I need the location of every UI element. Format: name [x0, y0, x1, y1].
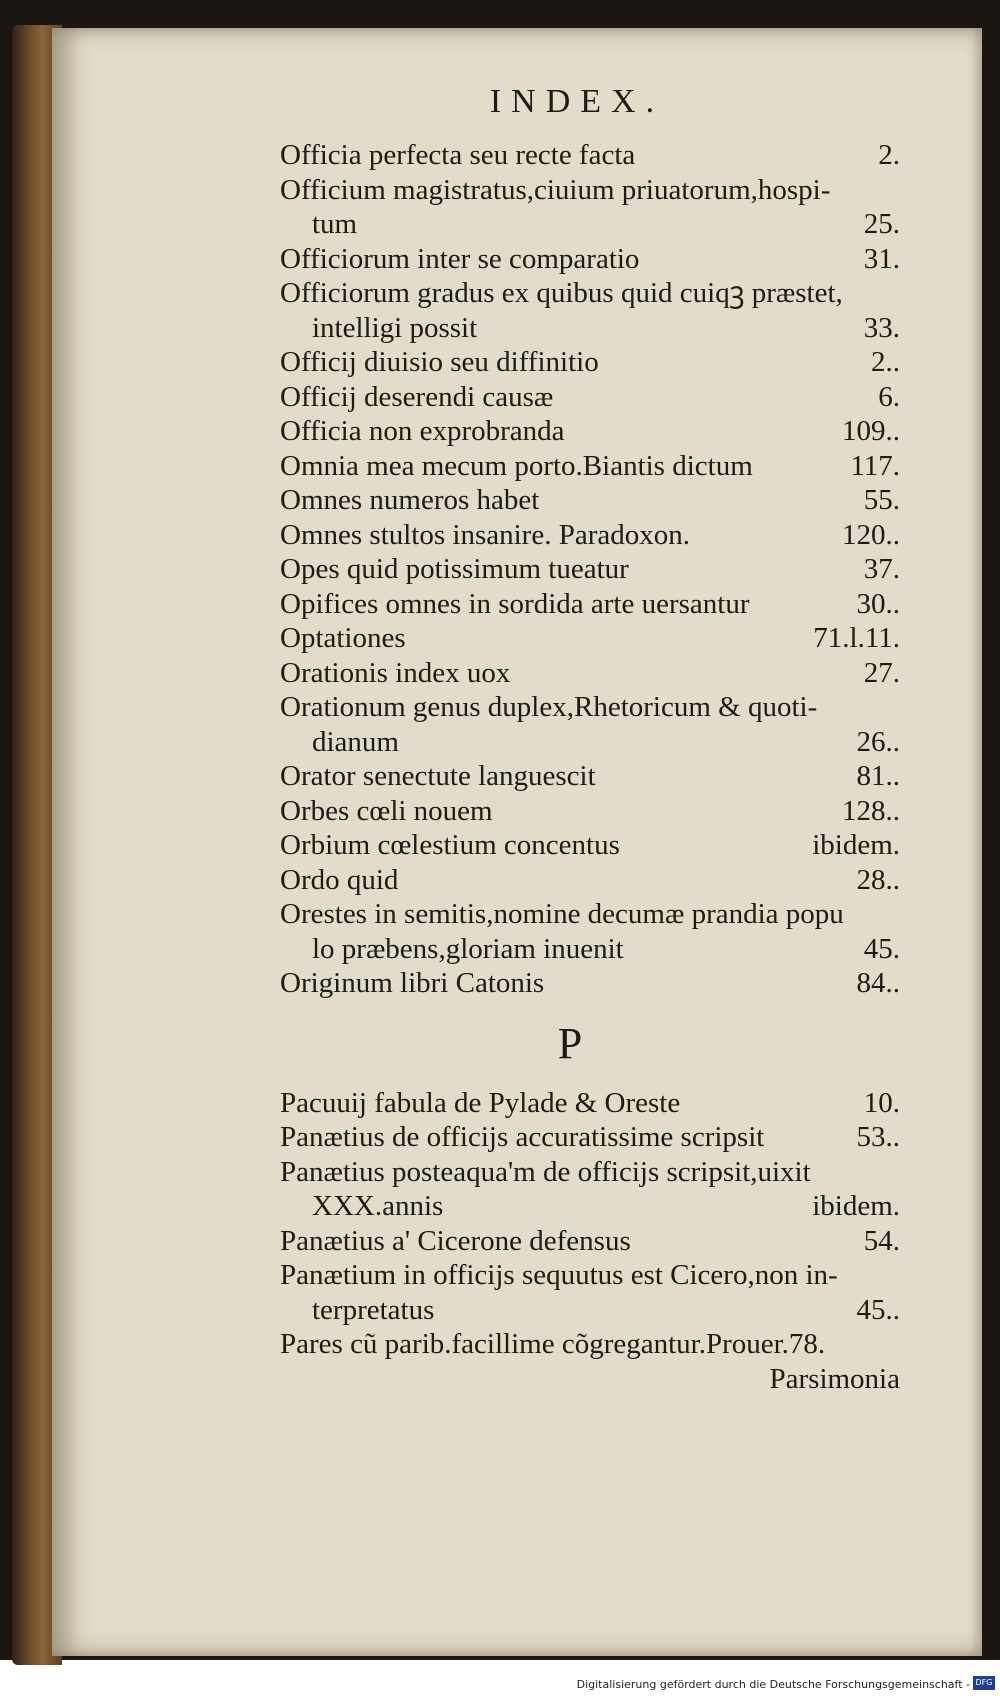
index-entry [280, 345, 900, 380]
index-entry [280, 759, 900, 794]
entry-page: 120.. [842, 518, 900, 551]
index-list-o [280, 138, 900, 1001]
index-entry [280, 518, 900, 553]
entry-text: intelligi possit [312, 311, 478, 344]
dfg-logo: DFG [973, 1676, 995, 1690]
entry-page: 26.. [856, 725, 900, 758]
index-entry [280, 828, 900, 863]
index-entry [280, 1224, 900, 1259]
entry-page: 45. [863, 932, 900, 965]
entry-text: Orestes in semitis,nomine decumæ prandia popu [280, 898, 844, 930]
index-entry [280, 552, 900, 587]
entry-text: Officia perfecta seu recte facta [280, 139, 636, 171]
index-entry [280, 725, 900, 760]
index-entry [280, 311, 900, 346]
entry-text: Orationum genus duplex,Rhetoricum & quoti- [280, 691, 818, 723]
entry-text: Panætium in officijs sequutus est Cicero,non in- [280, 1259, 838, 1291]
entry-text: Opes quid potissimum tueatur [280, 553, 629, 585]
entry-page: 25. [863, 208, 900, 240]
index-entry [280, 587, 900, 622]
entry-page: 27. [863, 656, 900, 689]
entry-text: Originum libri Catonis [280, 967, 545, 999]
entry-page: 30.. [856, 587, 900, 620]
book-page [52, 28, 982, 1656]
index-entry [280, 483, 900, 518]
entry-text: Ordo quid [280, 863, 399, 896]
digitization-footer [0, 1670, 1000, 1702]
entry-text: Officiorum inter se comparatio [280, 242, 640, 275]
entry-text: Omnes stultos insanire. Paradoxon. [280, 518, 690, 551]
index-entry [280, 794, 900, 829]
entry-page: 33. [863, 311, 900, 344]
index-entry [280, 897, 900, 932]
index-entry [280, 207, 900, 242]
entry-text: Orator senectute languescit [280, 760, 596, 792]
entry-text: dianum [312, 725, 399, 758]
entry-page: 31. [863, 242, 900, 275]
entry-text: terpretatus [312, 1293, 435, 1326]
entry-text: Orationis index uox [280, 656, 511, 689]
index-entry [280, 414, 900, 449]
page-header: INDEX. [489, 83, 665, 120]
entry-text: Orbes cœli nouem [280, 794, 493, 827]
entry-text: Pares cũ parib.facillime cõgregantur.Prouer.78. [280, 1328, 826, 1360]
index-entry [280, 1189, 900, 1224]
entry-text: Orbium cœlestium concentus [280, 829, 620, 861]
entry-text: XXX.annis [312, 1190, 444, 1222]
index-entry [280, 138, 900, 173]
entry-text: Officiorum gradus ex quibus quid cuiqꝫ præstet, [280, 277, 843, 309]
index-entry [280, 242, 900, 277]
entry-page: 84.. [856, 967, 900, 999]
entry-page: 53.. [856, 1121, 900, 1153]
entry-text: Officium magistratus,ciuium priuatorum,hospi- [280, 173, 831, 206]
entry-text: Panætius posteaqua'm de officijs scripsit,uixit [280, 1155, 811, 1188]
entry-text: Officij diuisio seu diffinitio [280, 346, 599, 378]
entry-text: Omnia mea mecum porto.Biantis dictum [280, 449, 753, 482]
entry-page: 128.. [842, 794, 900, 827]
index-entry [280, 1327, 900, 1362]
entry-page: ibidem. [812, 1190, 900, 1222]
entry-text: Omnes numeros habet [280, 484, 540, 516]
entry-text: Officij deserendi causæ [280, 380, 554, 413]
entry-text: tum [312, 208, 358, 240]
index-entries [280, 138, 900, 1396]
index-list-p [280, 1086, 900, 1362]
index-entry [280, 932, 900, 967]
entry-page: 81.. [856, 760, 900, 792]
entry-text: lo præbens,gloriam inuenit [312, 932, 624, 965]
index-entry [280, 380, 900, 415]
index-entry [280, 1258, 900, 1293]
index-entry [280, 863, 900, 898]
entry-page: 2.. [871, 346, 900, 378]
entry-page: 10. [863, 1086, 900, 1119]
catchword: Parsimonia [769, 1362, 900, 1395]
entry-page: ibidem. [812, 829, 900, 861]
entry-text: Pacuuij fabula de Pylade & Oreste [280, 1086, 681, 1119]
entry-text: Panætius a' Cicerone defensus [280, 1224, 631, 1257]
entry-page: 37. [863, 553, 900, 585]
index-entry [280, 173, 900, 208]
index-entry [280, 1086, 900, 1121]
entry-text: Panætius de officijs accuratissime scripsit [280, 1121, 765, 1153]
index-entry [280, 449, 900, 484]
entry-text: Optationes [280, 622, 406, 654]
entry-page: 28.. [856, 863, 900, 896]
entry-page: 45.. [856, 1293, 900, 1326]
section-letter: P [557, 1018, 583, 1068]
entry-page: 109.. [842, 415, 900, 447]
entry-text: Officia non exprobranda [280, 415, 565, 447]
entry-page: 71.l.11. [813, 622, 900, 654]
index-entry [280, 1120, 900, 1155]
entry-page: 55. [863, 484, 900, 516]
footer-credit: Digitalisierung gefördert durch die Deutsche Forschungsgemeinschaft - [576, 1678, 970, 1691]
entry-page: 6. [878, 380, 900, 413]
entry-page: 117. [850, 449, 900, 482]
index-entry [280, 276, 900, 311]
index-entry [280, 621, 900, 656]
index-entry [280, 656, 900, 691]
entry-page: 2. [878, 139, 900, 171]
index-entry [280, 1155, 900, 1190]
entry-page: 54. [863, 1224, 900, 1257]
entry-text: Opifices omnes in sordida arte uersantur [280, 587, 750, 620]
index-entry [280, 690, 900, 725]
index-entry [280, 1293, 900, 1328]
index-entry [280, 966, 900, 1001]
